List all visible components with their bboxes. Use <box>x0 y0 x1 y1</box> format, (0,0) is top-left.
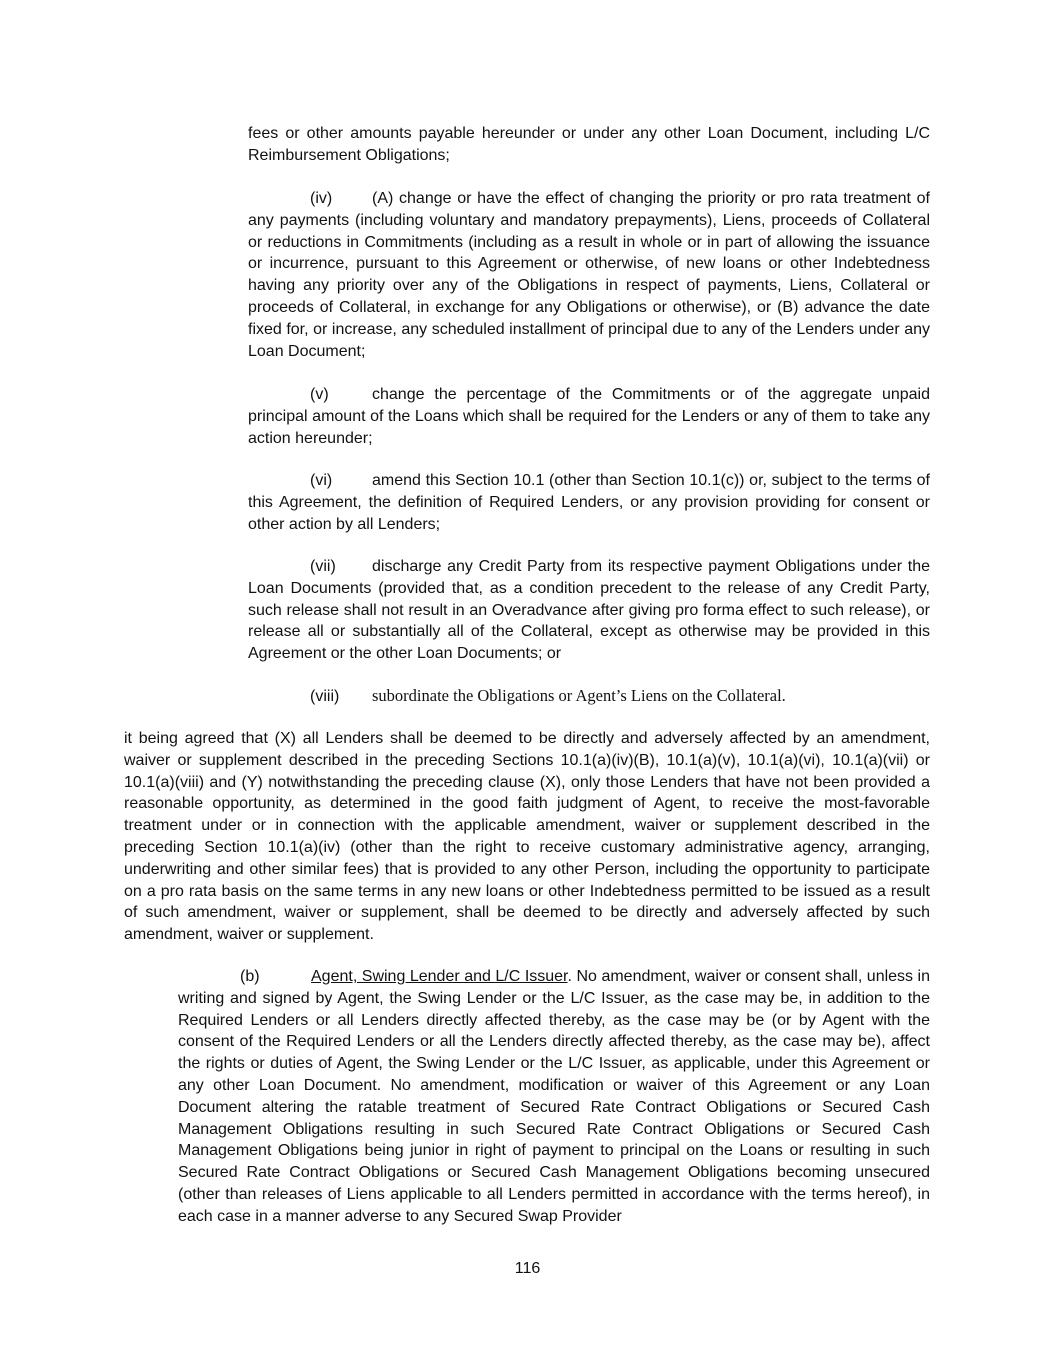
paragraph-it-being-agreed-text: it being agreed that (X) all Lenders shall be deemed to be directly and adversely affected by an amendment, waiver or supplement described in the preceding Sections 10.1(a)(iv)(B), 10.1(a)(v), 10.1(a)(vi), 10.1(a)(vii) or 10.1(a)(viii) and (Y) notwithstanding the preceding clause (X), only those Lenders that have not been provided a reasonable opportunity, as determined in the good faith judgment of Agent, to receive the most-favorable treatment under or in connection with the applicable amendment, waiver or supplement described in the preceding Section 10.1(a)(iv) (other than the right to receive customary administrative agency, arranging, underwriting and other similar fees) that is provided to any other Person, including the opportunity to participate on a pro rata basis on the same terms in any new loans or other Indebtedness permitted to be issued as a result of such amendment, waiver or supplement, shall be deemed to be directly and adversely affected by such amendment, waiver or supplement. <box>124 730 930 944</box>
section-b <box>178 966 930 1228</box>
paragraph-it-being-agreed <box>124 728 930 946</box>
clause-viii-number: (viii) <box>310 688 340 705</box>
clause-vi-number: (vi) <box>310 472 333 489</box>
section-b-text: . No amendment, waiver or consent shall, unless in writing and signed by Agent, the Swing Lender or the L/C Issuer, as the case may be, in addition to the Required Lenders or all Lenders directly affected thereby, as the case may be (or by Agent with the consent of the Required Lenders or all the Lenders directly affected thereby, as the case may be), affect the rights or duties of Agent, the Swing Lender or the L/C Issuer, as applicable, under this Agreement or any other Loan Document. No amendment, modification or waiver of this Agreement or any Loan Document altering the ratable treatment of Secured Rate Contract Obligations or Secured Cash Management Obligations resulting in such Secured Rate Contract Obligations or Secured Cash Management Obligations being junior in right of payment to principal on the Loans or resulting in such Secured Rate Contract Obligations or Secured Cash Management Obligations becoming unsecured (other than releases of Liens applicable to all Lenders permitted in accordance with the terms hereof), in each case in a manner adverse to any Secured Swap Provider <box>178 968 931 1225</box>
clause-v-number: (v) <box>310 386 329 403</box>
clause-v <box>248 384 930 449</box>
page-number: 116 <box>514 1260 541 1277</box>
clause-iv-number: (iv) <box>310 190 333 207</box>
paragraph-fees-text: fees or other amounts payable hereunder or under any other Loan Document, including L/C Reimbursement Obligations; <box>248 125 930 164</box>
clause-vii <box>248 556 930 665</box>
clause-vii-text: discharge any Credit Party from its respective payment Obligations under the Loan Documents (provided that, as a condition precedent to the release of any Credit Party, such release shall not result in an Overadvance after giving pro forma effect to such release), or release all or substantially all of the Collateral, except as otherwise may be provided in this Agreement or the other Loan Documents; or <box>248 558 930 663</box>
paragraph-fees <box>248 123 930 167</box>
clause-viii-text: subordinate the Obligations or Agent’s Liens on the Collateral. <box>372 686 786 705</box>
clause-vi-text: amend this Section 10.1 (other than Section 10.1(c)) or, subject to the terms of this Agreement, the definition of Required Lenders, or any provision providing for consent or other action by all Lenders; <box>248 472 930 533</box>
clause-iv-text: (A) change or have the effect of changing the priority or pro rata treatment of any payments (including voluntary and mandatory prepayments), Liens, proceeds of Collateral or reductions in Commitments (including as a result in whole or in part of allowing the issuance or incurrence, pursuant to this Agreement or otherwise, of new loans or other Indebtedness having any priority over any of the Obligations in respect of payments, Liens, Collateral or proceeds of Collateral, in exchange for any Obligations or otherwise), or (B) advance the date fixed for, or increase, any scheduled installment of principal due to any of the Lenders under any Loan Document; <box>248 190 930 360</box>
clause-vi <box>248 470 930 535</box>
section-b-heading: Agent, Swing Lender and L/C Issuer <box>311 968 568 985</box>
clause-viii <box>248 685 930 708</box>
clause-v-text: change the percentage of the Commitments or of the aggregate unpaid principal amount of the Loans which shall be required for the Lenders or any of them to take any action hereunder; <box>248 386 930 447</box>
section-b-number: (b) <box>240 968 260 985</box>
clause-iv <box>248 188 930 362</box>
clause-vii-number: (vii) <box>310 558 336 575</box>
